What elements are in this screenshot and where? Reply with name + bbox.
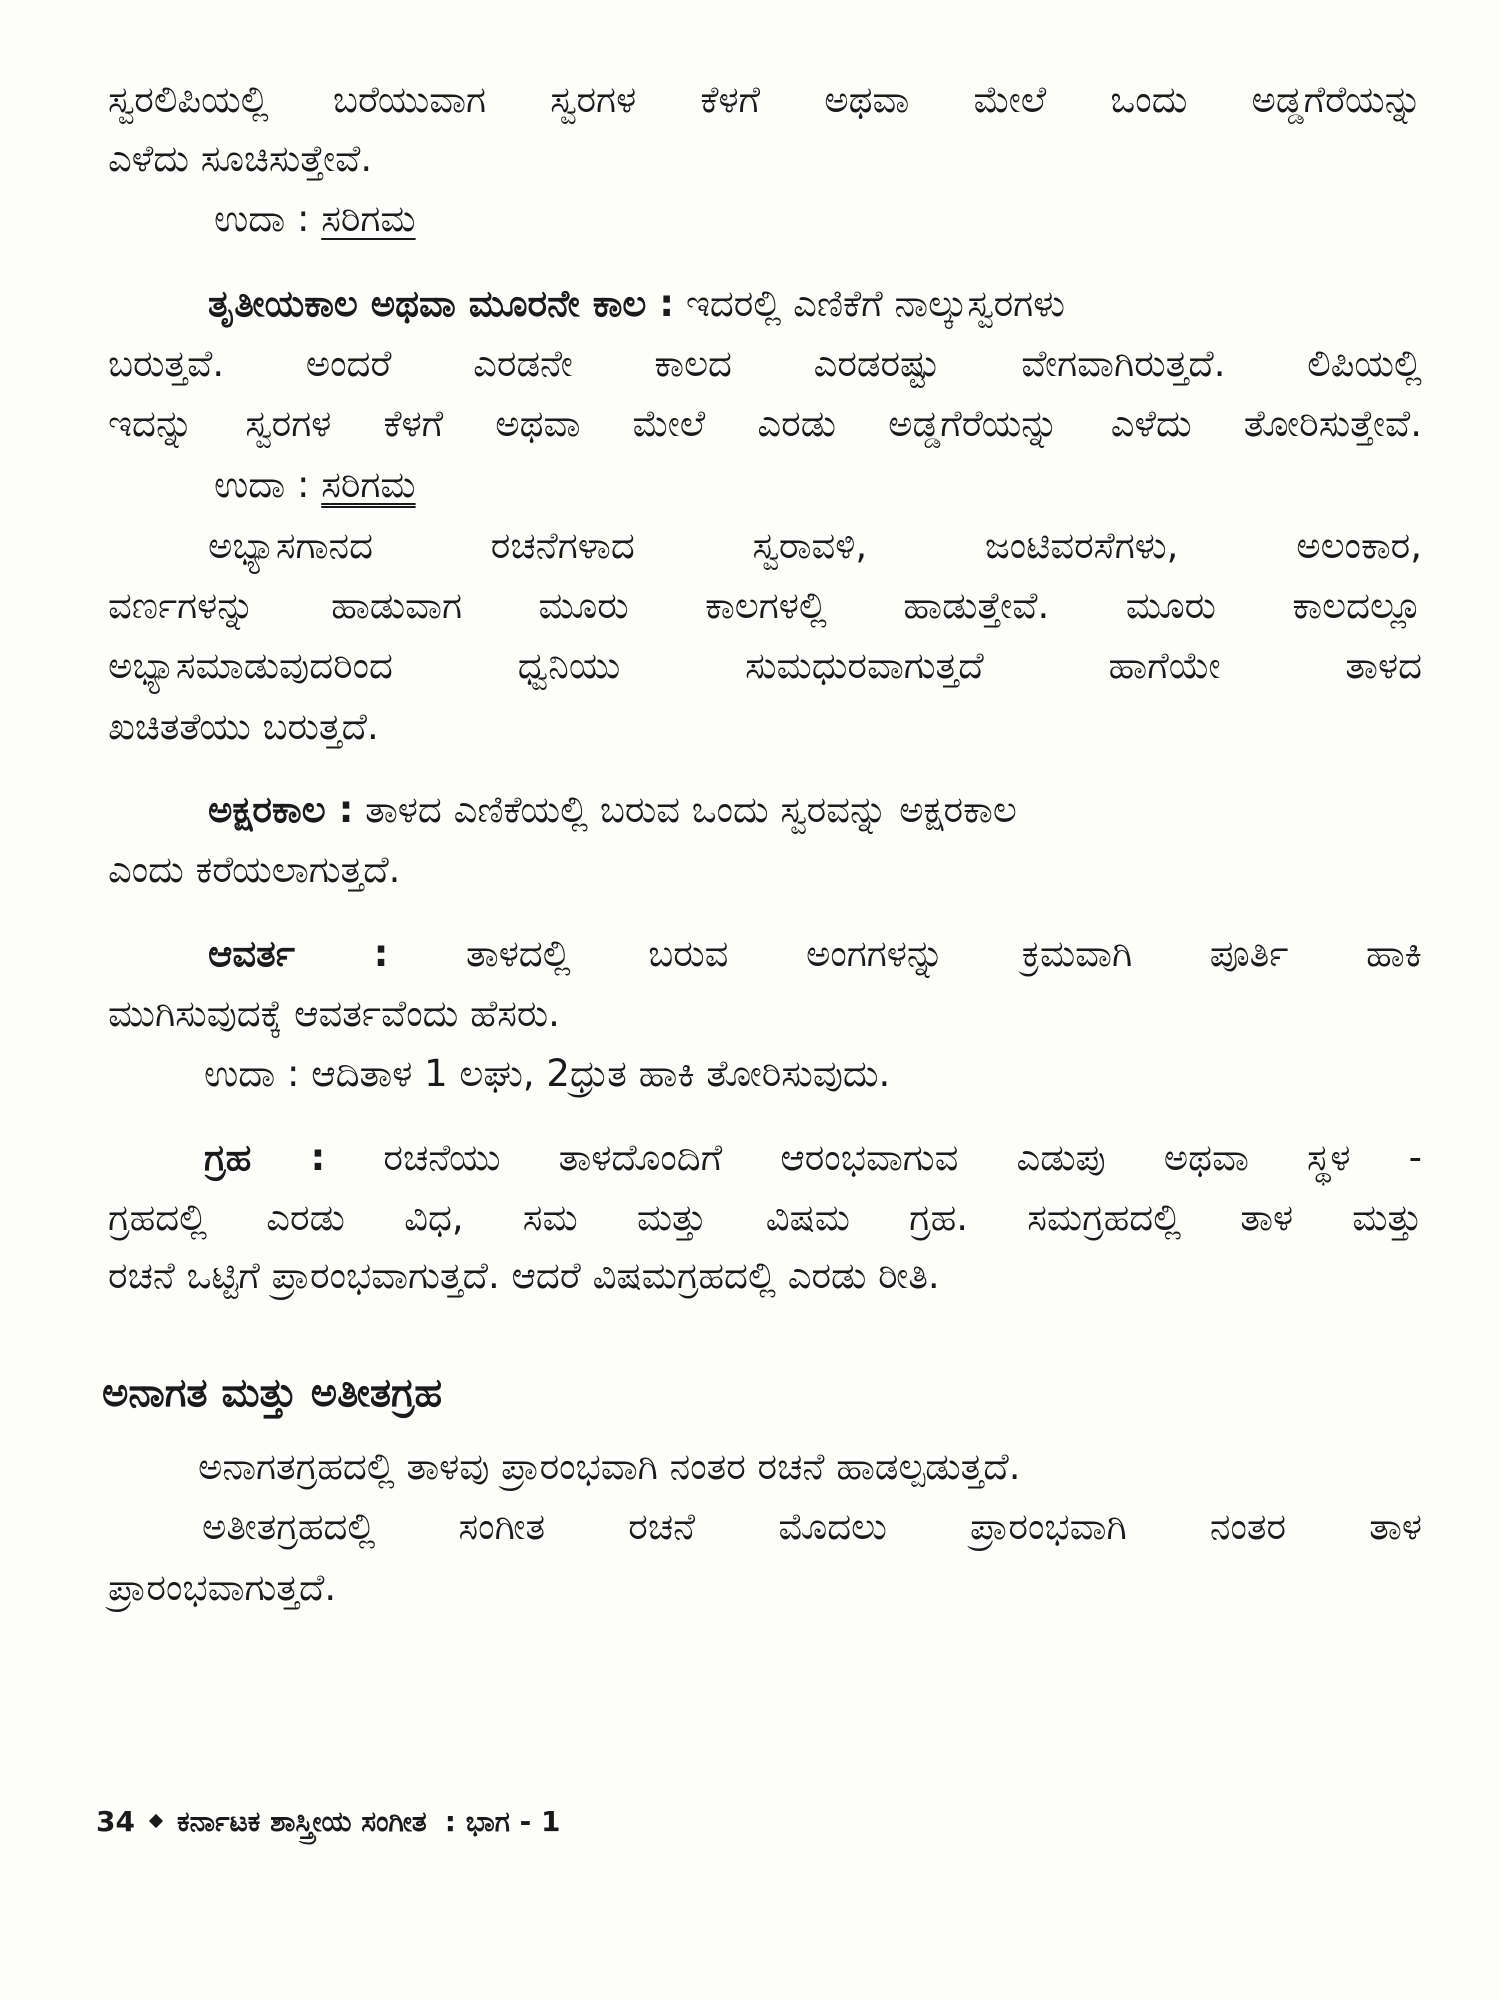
- footer-content: [96, 1800, 561, 1844]
- term-graha: ಗ್ರಹ :: [204, 1136, 326, 1179]
- line-text: ಪ್ರಾರಂಭವಾಗುತ್ತದೆ.: [108, 1566, 337, 1609]
- graha-line-1: [204, 1134, 1422, 1182]
- line-text: ಗ್ರಹದಲ್ಲಿ ಎರಡು ವಿಧ, ಸಮ ಮತ್ತು ವಿಷಮ ಗ್ರಹ. ಸಮಗ್ರಹದಲ್ಲಿ ತಾಳ ಮತ್ತು: [108, 1196, 1422, 1239]
- akshara-kala-line-2: [108, 846, 1422, 894]
- third-speed-line-2: [108, 340, 1422, 388]
- example-text: ಆದಿತಾಳ 1 ಲಘು, 2ಧ್ರುತ ಹಾಕಿ ತೋರಿಸುವುದು.: [311, 1052, 891, 1095]
- anagata-line-1: [198, 1443, 1422, 1491]
- line-content: [208, 786, 1017, 834]
- avarta-line-1: [208, 930, 1422, 978]
- notation-intro-example: [214, 195, 914, 243]
- definition-text: ತಾಳದ ಎಣಿಕೆಯಲ್ಲಿ ಬರುವ ಒಂದು ಸ್ವರವನ್ನು ಅಕ್ಷರಕಾಲ: [365, 788, 1017, 831]
- graha-line-2: [108, 1194, 1422, 1242]
- notation-intro-line-1: [108, 76, 1422, 124]
- line-text: ಮುಗಿಸುವುದಕ್ಕೆ ಆವರ್ತವೆಂದು ಹೆಸರು.: [108, 992, 560, 1035]
- term-avarta: ಆವರ್ತ :: [208, 932, 389, 975]
- example-content: [204, 1050, 890, 1098]
- notation-intro-line-2: [108, 135, 1422, 183]
- diamond-bullet-icon: [149, 1813, 163, 1827]
- definition-text: ರಚನೆಯು ತಾಳದೊಂದಿಗೆ ಆರಂಭವಾಗುವ ಎಡುಪು ಅಥವಾ ಸ್ಥಳ -: [383, 1136, 1422, 1179]
- line-text: ಎಳೆದು ಸೂಚಿಸುತ್ತೇವೆ.: [108, 137, 373, 180]
- line-text: ಎಂದು ಕರೆಯಲಾಗುತ್ತದೆ.: [108, 848, 401, 891]
- term-akshara-kala: ಅಕ್ಷರಕಾಲ :: [208, 788, 354, 831]
- page-number: 34: [96, 1805, 135, 1838]
- practice-line-1: [208, 522, 1422, 570]
- akshara-kala-line-1: [208, 786, 1422, 834]
- section-heading: [102, 1367, 1102, 1419]
- book-part: ಭಾಗ - 1: [465, 1805, 561, 1838]
- example-label: ಉದಾ :: [204, 1052, 300, 1095]
- line-content: [204, 1134, 1422, 1182]
- example-label: ಉದಾ :: [214, 463, 310, 506]
- atita-line-1: [202, 1503, 1422, 1551]
- line-text: ಅಭ್ಯಾಸಮಾಡುವುದರಿಂದ ಧ್ವನಿಯು ಸುಮಧುರವಾಗುತ್ತದೆ ಹಾಗೆಯೇ ತಾಳದ: [108, 644, 1422, 687]
- line-text: ಸ್ವರಲಿಪಿಯಲ್ಲಿ ಬರೆಯುವಾಗ ಸ್ವರಗಳ ಕೆಳಗೆ ಅಥವಾ ಮೇಲೆ ಒಂದು ಅಡ್ಡಗೆರೆಯನ್ನು: [108, 78, 1422, 121]
- graha-line-3: [108, 1252, 1422, 1300]
- practice-line-4: [108, 703, 1422, 751]
- practice-line-2: [108, 582, 1422, 630]
- example-swara-double-underline: ಸರಿಗಮ: [321, 463, 416, 506]
- practice-line-3: [108, 642, 1422, 690]
- definition-text: ಇದರಲ್ಲಿ ಎಣಿಕೆಗೆ ನಾಲ್ಕುಸ್ವರಗಳು: [685, 282, 1066, 325]
- avarta-line-2: [108, 990, 1422, 1038]
- example-content: [214, 461, 416, 509]
- example-label: ಉದಾ :: [214, 197, 310, 240]
- book-title: ಕರ್ನಾಟಕ ಶಾಸ್ತ್ರೀಯ ಸಂಗೀತ: [176, 1805, 427, 1838]
- third-speed-line-1: [208, 280, 1422, 328]
- example-content: [214, 195, 416, 243]
- line-text: ಖಚಿತತೆಯು ಬರುತ್ತದೆ.: [108, 705, 379, 748]
- footer-separator: :: [444, 1805, 456, 1838]
- example-swara-single-underline: ಸರಿಗಮ: [321, 197, 416, 240]
- line-text: ಅತೀತಗ್ರಹದಲ್ಲಿ ಸಂಗೀತ ರಚನೆ ಮೊದಲು ಪ್ರಾರಂಭವಾಗಿ ನಂತರ ತಾಳ: [202, 1505, 1422, 1548]
- page-footer: [96, 1800, 996, 1844]
- line-text: ಅನಾಗತಗ್ರಹದಲ್ಲಿ ತಾಳವು ಪ್ರಾರಂಭವಾಗಿ ನಂತರ ರಚನೆ ಹಾಡಲ್ಪಡುತ್ತದೆ.: [198, 1445, 1021, 1488]
- atita-line-2: [108, 1564, 1422, 1612]
- line-text: ಇದನ್ನು ಸ್ವರಗಳ ಕೆಳಗೆ ಅಥವಾ ಮೇಲೆ ಎರಡು ಅಡ್ಡಗೆರೆಯನ್ನು ಎಳೆದು ತೋರಿಸುತ್ತೇವೆ.: [108, 402, 1422, 445]
- line-content: [208, 280, 1065, 328]
- line-text: ವರ್ಣಗಳನ್ನು ಹಾಡುವಾಗ ಮೂರು ಕಾಲಗಳಲ್ಲಿ ಹಾಡುತ್ತೇವೆ. ಮೂರು ಕಾಲದಲ್ಲೂ: [108, 584, 1422, 627]
- heading-text: ಅನಾಗತ ಮತ್ತು ಅತೀತಗ್ರಹ: [102, 1370, 443, 1416]
- line-text: ರಚನೆ ಒಟ್ಟಿಗೆ ಪ್ರಾರಂಭವಾಗುತ್ತದೆ. ಆದರೆ ವಿಷಮಗ್ರಹದಲ್ಲಿ ಎರಡು ರೀತಿ.: [108, 1254, 940, 1297]
- third-speed-example: [214, 461, 914, 509]
- third-speed-line-3: [108, 400, 1422, 448]
- line-text: ಅಭ್ಯಾಸಗಾನದ ರಚನೆಗಳಾದ ಸ್ವರಾವಳಿ, ಜಂಟಿವರಸೆಗಳು, ಅಲಂಕಾರ,: [208, 524, 1422, 567]
- line-content: [208, 930, 1422, 978]
- line-text: ಬರುತ್ತವೆ. ಅಂದರೆ ಎರಡನೇ ಕಾಲದ ಎರಡರಷ್ಟು ವೇಗವಾಗಿರುತ್ತದೆ. ಲಿಪಿಯಲ್ಲಿ: [108, 342, 1422, 385]
- definition-text: ತಾಳದಲ್ಲಿ ಬರುವ ಅಂಗಗಳನ್ನು ಕ್ರಮವಾಗಿ ಪೂರ್ತಿ ಹಾಕಿ: [466, 932, 1422, 975]
- avarta-example: [204, 1050, 1404, 1098]
- term-third-speed: ತೃತೀಯಕಾಲ ಅಥವಾ ಮೂರನೇ ಕಾಲ :: [208, 282, 675, 325]
